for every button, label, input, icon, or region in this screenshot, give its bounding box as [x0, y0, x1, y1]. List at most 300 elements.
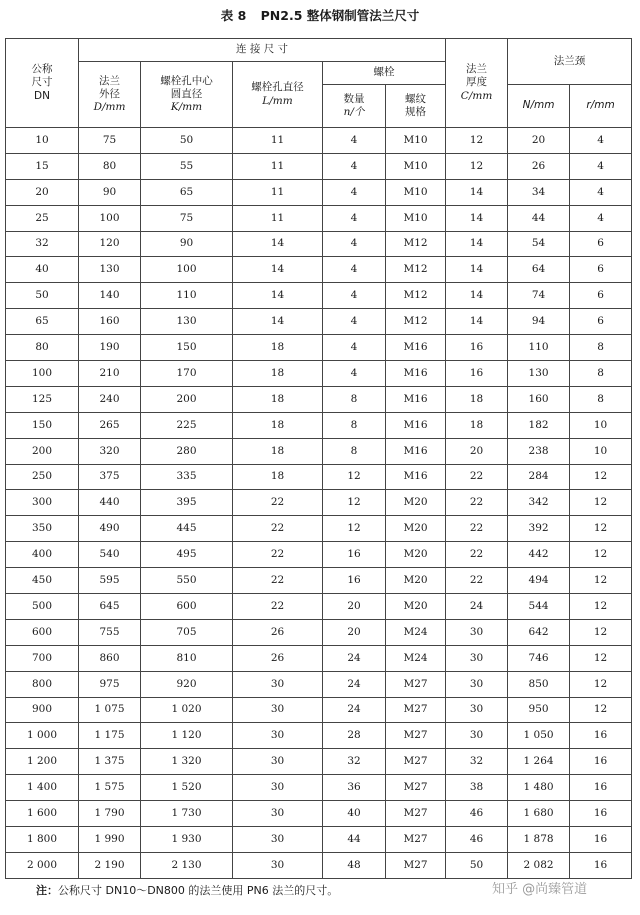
cell-bolt-circle: 280 — [141, 438, 233, 464]
cell-thickness: 32 — [446, 749, 508, 775]
cell-bolt-hole: 30 — [233, 852, 323, 878]
cell-bolt-circle: 445 — [141, 516, 233, 542]
cell-dn: 100 — [6, 361, 79, 387]
cell-bolt-thread: M20 — [386, 594, 446, 620]
cell-dn: 25 — [6, 205, 79, 231]
cell-neck-n: 238 — [508, 438, 570, 464]
cell-neck-r: 16 — [570, 827, 632, 853]
cell-bolt-thread: M20 — [386, 490, 446, 516]
cell-dn: 80 — [6, 335, 79, 361]
cell-bolt-count: 12 — [323, 516, 386, 542]
header-bolt-hole: 螺栓孔直径 L/mm — [233, 62, 323, 128]
cell-bolt-count: 4 — [323, 179, 386, 205]
cell-neck-n: 74 — [508, 283, 570, 309]
cell-bolt-count: 24 — [323, 697, 386, 723]
cell-bolt-circle: 130 — [141, 309, 233, 335]
cell-neck-r: 10 — [570, 412, 632, 438]
cell-dn: 200 — [6, 438, 79, 464]
cell-bolt-hole: 26 — [233, 645, 323, 671]
cell-neck-r: 4 — [570, 153, 632, 179]
cell-bolt-count: 24 — [323, 645, 386, 671]
cell-bolt-count: 12 — [323, 490, 386, 516]
cell-bolt-thread: M16 — [386, 438, 446, 464]
cell-bolt-thread: M27 — [386, 852, 446, 878]
cell-neck-n: 182 — [508, 412, 570, 438]
cell-bolt-circle: 495 — [141, 542, 233, 568]
cell-dn: 65 — [6, 309, 79, 335]
cell-thickness: 16 — [446, 361, 508, 387]
cell-bolt-hole: 18 — [233, 438, 323, 464]
cell-thickness: 22 — [446, 568, 508, 594]
cell-dn: 400 — [6, 542, 79, 568]
cell-bolt-hole: 18 — [233, 386, 323, 412]
header-bolt-thread: 螺纹 规格 — [386, 85, 446, 128]
cell-bolt-circle: 110 — [141, 283, 233, 309]
cell-bolt-count: 4 — [323, 361, 386, 387]
cell-neck-n: 392 — [508, 516, 570, 542]
cell-outer-diameter: 1 075 — [79, 697, 141, 723]
cell-neck-r: 12 — [570, 671, 632, 697]
cell-thickness: 22 — [446, 490, 508, 516]
cell-dn: 32 — [6, 231, 79, 257]
cell-bolt-count: 28 — [323, 723, 386, 749]
cell-dn: 15 — [6, 153, 79, 179]
cell-thickness: 14 — [446, 179, 508, 205]
cell-bolt-hole: 30 — [233, 697, 323, 723]
cell-dn: 1 800 — [6, 827, 79, 853]
cell-neck-n: 544 — [508, 594, 570, 620]
cell-bolt-count: 4 — [323, 231, 386, 257]
cell-bolt-count: 4 — [323, 128, 386, 154]
cell-dn: 1 200 — [6, 749, 79, 775]
cell-bolt-thread: M10 — [386, 153, 446, 179]
table-row — [6, 257, 632, 283]
cell-bolt-thread: M20 — [386, 568, 446, 594]
cell-outer-diameter: 440 — [79, 490, 141, 516]
cell-neck-n: 26 — [508, 153, 570, 179]
cell-bolt-thread: M12 — [386, 231, 446, 257]
cell-bolt-circle: 1 320 — [141, 749, 233, 775]
cell-outer-diameter: 130 — [79, 257, 141, 283]
cell-bolt-circle: 335 — [141, 464, 233, 490]
cell-bolt-thread: M16 — [386, 464, 446, 490]
cell-thickness: 46 — [446, 801, 508, 827]
cell-bolt-count: 48 — [323, 852, 386, 878]
cell-thickness: 14 — [446, 309, 508, 335]
cell-thickness: 14 — [446, 257, 508, 283]
cell-dn: 1 000 — [6, 723, 79, 749]
cell-bolt-hole: 18 — [233, 412, 323, 438]
table-row — [6, 283, 632, 309]
cell-thickness: 16 — [446, 335, 508, 361]
cell-neck-n: 1 878 — [508, 827, 570, 853]
cell-outer-diameter: 755 — [79, 619, 141, 645]
cell-neck-r: 12 — [570, 516, 632, 542]
cell-outer-diameter: 210 — [79, 361, 141, 387]
cell-neck-r: 10 — [570, 438, 632, 464]
cell-thickness: 24 — [446, 594, 508, 620]
cell-bolt-hole: 30 — [233, 801, 323, 827]
cell-bolt-circle: 170 — [141, 361, 233, 387]
cell-bolt-count: 40 — [323, 801, 386, 827]
cell-outer-diameter: 160 — [79, 309, 141, 335]
table-body — [6, 128, 632, 879]
cell-bolt-circle: 150 — [141, 335, 233, 361]
cell-neck-n: 850 — [508, 671, 570, 697]
cell-outer-diameter: 540 — [79, 542, 141, 568]
cell-bolt-thread: M24 — [386, 619, 446, 645]
cell-neck-n: 160 — [508, 386, 570, 412]
cell-neck-n: 950 — [508, 697, 570, 723]
cell-neck-n: 34 — [508, 179, 570, 205]
cell-dn: 500 — [6, 594, 79, 620]
cell-bolt-circle: 1 020 — [141, 697, 233, 723]
table-row — [6, 645, 632, 671]
cell-bolt-thread: M27 — [386, 775, 446, 801]
cell-neck-r: 6 — [570, 283, 632, 309]
table-row — [6, 361, 632, 387]
cell-outer-diameter: 140 — [79, 283, 141, 309]
cell-outer-diameter: 190 — [79, 335, 141, 361]
cell-bolt-hole: 11 — [233, 128, 323, 154]
table-row — [6, 153, 632, 179]
cell-bolt-circle: 2 130 — [141, 852, 233, 878]
header-dn: 公称 尺寸 DN — [6, 39, 79, 128]
table-row — [6, 542, 632, 568]
table-row — [6, 671, 632, 697]
flange-dimension-table — [5, 38, 632, 879]
cell-bolt-hole: 14 — [233, 283, 323, 309]
cell-bolt-hole: 30 — [233, 827, 323, 853]
cell-dn: 300 — [6, 490, 79, 516]
cell-bolt-circle: 920 — [141, 671, 233, 697]
cell-bolt-hole: 22 — [233, 490, 323, 516]
header-bolt-count: 数量 n/个 — [323, 85, 386, 128]
cell-thickness: 18 — [446, 412, 508, 438]
cell-bolt-hole: 18 — [233, 361, 323, 387]
table-row — [6, 464, 632, 490]
table-row — [6, 775, 632, 801]
cell-dn: 2 000 — [6, 852, 79, 878]
cell-bolt-thread: M16 — [386, 335, 446, 361]
cell-outer-diameter: 860 — [79, 645, 141, 671]
cell-neck-n: 1 480 — [508, 775, 570, 801]
cell-bolt-circle: 90 — [141, 231, 233, 257]
cell-outer-diameter: 975 — [79, 671, 141, 697]
table-title — [0, 6, 640, 24]
cell-bolt-count: 36 — [323, 775, 386, 801]
table-row — [6, 619, 632, 645]
cell-bolt-count: 4 — [323, 257, 386, 283]
cell-bolt-thread: M27 — [386, 697, 446, 723]
cell-neck-r: 16 — [570, 775, 632, 801]
cell-thickness: 30 — [446, 645, 508, 671]
cell-thickness: 30 — [446, 697, 508, 723]
cell-bolt-count: 4 — [323, 283, 386, 309]
cell-bolt-hole: 22 — [233, 568, 323, 594]
cell-bolt-thread: M10 — [386, 179, 446, 205]
cell-bolt-hole: 22 — [233, 516, 323, 542]
cell-neck-n: 130 — [508, 361, 570, 387]
cell-neck-r: 6 — [570, 257, 632, 283]
cell-bolt-count: 20 — [323, 619, 386, 645]
cell-neck-r: 12 — [570, 542, 632, 568]
cell-thickness: 30 — [446, 619, 508, 645]
cell-outer-diameter: 1 175 — [79, 723, 141, 749]
cell-bolt-thread: M16 — [386, 386, 446, 412]
cell-bolt-circle: 1 120 — [141, 723, 233, 749]
cell-neck-n: 20 — [508, 128, 570, 154]
cell-bolt-count: 8 — [323, 438, 386, 464]
table-row — [6, 335, 632, 361]
cell-dn: 125 — [6, 386, 79, 412]
cell-bolt-hole: 30 — [233, 775, 323, 801]
cell-bolt-hole: 11 — [233, 179, 323, 205]
cell-neck-n: 494 — [508, 568, 570, 594]
cell-thickness: 18 — [446, 386, 508, 412]
cell-bolt-circle: 225 — [141, 412, 233, 438]
cell-bolt-thread: M27 — [386, 801, 446, 827]
cell-outer-diameter: 265 — [79, 412, 141, 438]
table-row — [6, 128, 632, 154]
cell-bolt-circle: 200 — [141, 386, 233, 412]
cell-bolt-circle: 50 — [141, 128, 233, 154]
cell-neck-r: 4 — [570, 179, 632, 205]
cell-dn: 150 — [6, 412, 79, 438]
cell-outer-diameter: 120 — [79, 231, 141, 257]
cell-bolt-hole: 30 — [233, 749, 323, 775]
cell-bolt-hole: 30 — [233, 671, 323, 697]
cell-neck-r: 12 — [570, 568, 632, 594]
cell-neck-r: 12 — [570, 594, 632, 620]
table-row — [6, 516, 632, 542]
cell-dn: 50 — [6, 283, 79, 309]
table-row — [6, 594, 632, 620]
cell-bolt-count: 20 — [323, 594, 386, 620]
cell-bolt-thread: M20 — [386, 542, 446, 568]
cell-neck-r: 8 — [570, 386, 632, 412]
cell-outer-diameter: 2 190 — [79, 852, 141, 878]
cell-bolt-thread: M10 — [386, 128, 446, 154]
cell-neck-r: 6 — [570, 231, 632, 257]
cell-thickness: 12 — [446, 128, 508, 154]
footnote — [36, 882, 338, 898]
cell-bolt-hole: 22 — [233, 594, 323, 620]
cell-outer-diameter: 375 — [79, 464, 141, 490]
cell-dn: 250 — [6, 464, 79, 490]
cell-neck-r: 4 — [570, 128, 632, 154]
cell-bolt-circle: 1 730 — [141, 801, 233, 827]
cell-outer-diameter: 490 — [79, 516, 141, 542]
table-row — [6, 568, 632, 594]
cell-outer-diameter: 1 575 — [79, 775, 141, 801]
cell-bolt-hole: 18 — [233, 335, 323, 361]
cell-thickness: 14 — [446, 231, 508, 257]
table-row — [6, 723, 632, 749]
header-outer-diameter: 法兰 外径 D/mm — [79, 62, 141, 128]
cell-neck-r: 16 — [570, 852, 632, 878]
table-title-text: PN2.5 整体钢制管法兰尺寸 — [260, 8, 420, 23]
table-row — [6, 749, 632, 775]
cell-outer-diameter: 240 — [79, 386, 141, 412]
cell-neck-r: 12 — [570, 697, 632, 723]
header-neck-n: N/mm — [508, 85, 570, 128]
header-bolt-circle: 螺栓孔中心 圆直径 K/mm — [141, 62, 233, 128]
cell-thickness: 30 — [446, 671, 508, 697]
cell-bolt-thread: M27 — [386, 723, 446, 749]
cell-bolt-count: 44 — [323, 827, 386, 853]
cell-neck-r: 4 — [570, 205, 632, 231]
cell-thickness: 12 — [446, 153, 508, 179]
cell-neck-r: 8 — [570, 361, 632, 387]
cell-bolt-circle: 100 — [141, 257, 233, 283]
cell-neck-n: 1 050 — [508, 723, 570, 749]
table-row — [6, 231, 632, 257]
cell-outer-diameter: 1 990 — [79, 827, 141, 853]
cell-thickness: 22 — [446, 464, 508, 490]
cell-bolt-thread: M12 — [386, 257, 446, 283]
cell-neck-n: 642 — [508, 619, 570, 645]
cell-neck-n: 44 — [508, 205, 570, 231]
cell-outer-diameter: 90 — [79, 179, 141, 205]
cell-neck-r: 12 — [570, 490, 632, 516]
cell-thickness: 46 — [446, 827, 508, 853]
cell-dn: 600 — [6, 619, 79, 645]
cell-neck-r: 6 — [570, 309, 632, 335]
cell-bolt-count: 4 — [323, 309, 386, 335]
cell-bolt-hole: 11 — [233, 153, 323, 179]
cell-dn: 450 — [6, 568, 79, 594]
cell-thickness: 38 — [446, 775, 508, 801]
table-row — [6, 179, 632, 205]
cell-thickness: 22 — [446, 542, 508, 568]
cell-neck-n: 746 — [508, 645, 570, 671]
cell-bolt-hole: 30 — [233, 723, 323, 749]
watermark: 知乎 @尚臻管道 — [492, 882, 588, 897]
cell-bolt-circle: 1 930 — [141, 827, 233, 853]
cell-bolt-circle: 705 — [141, 619, 233, 645]
cell-bolt-thread: M12 — [386, 283, 446, 309]
cell-bolt-hole: 22 — [233, 542, 323, 568]
cell-dn: 700 — [6, 645, 79, 671]
cell-thickness: 20 — [446, 438, 508, 464]
cell-bolt-count: 16 — [323, 542, 386, 568]
cell-neck-r: 16 — [570, 801, 632, 827]
cell-neck-r: 16 — [570, 723, 632, 749]
table-row — [6, 801, 632, 827]
cell-bolt-thread: M10 — [386, 205, 446, 231]
cell-bolt-circle: 395 — [141, 490, 233, 516]
cell-neck-n: 64 — [508, 257, 570, 283]
cell-outer-diameter: 100 — [79, 205, 141, 231]
cell-bolt-count: 32 — [323, 749, 386, 775]
table-row — [6, 309, 632, 335]
table-row — [6, 490, 632, 516]
cell-dn: 40 — [6, 257, 79, 283]
table-row — [6, 412, 632, 438]
header-neck: 法兰颈 — [508, 39, 632, 85]
cell-bolt-count: 24 — [323, 671, 386, 697]
cell-bolt-count: 8 — [323, 412, 386, 438]
cell-bolt-hole: 18 — [233, 464, 323, 490]
header-neck-r: r/mm — [570, 85, 632, 128]
cell-neck-n: 342 — [508, 490, 570, 516]
table-row — [6, 827, 632, 853]
cell-outer-diameter: 80 — [79, 153, 141, 179]
cell-bolt-hole: 11 — [233, 205, 323, 231]
header-thickness: 法兰 厚度 C/mm — [446, 39, 508, 128]
cell-bolt-circle: 1 520 — [141, 775, 233, 801]
cell-dn: 900 — [6, 697, 79, 723]
table-row — [6, 697, 632, 723]
cell-neck-n: 110 — [508, 335, 570, 361]
cell-bolt-count: 12 — [323, 464, 386, 490]
cell-neck-r: 12 — [570, 645, 632, 671]
cell-outer-diameter: 1 375 — [79, 749, 141, 775]
cell-bolt-thread: M27 — [386, 749, 446, 775]
cell-bolt-count: 4 — [323, 205, 386, 231]
cell-bolt-thread: M27 — [386, 671, 446, 697]
cell-bolt-thread: M27 — [386, 827, 446, 853]
cell-bolt-count: 4 — [323, 335, 386, 361]
cell-dn: 20 — [6, 179, 79, 205]
cell-neck-r: 16 — [570, 749, 632, 775]
cell-bolt-thread: M16 — [386, 412, 446, 438]
cell-dn: 800 — [6, 671, 79, 697]
cell-bolt-circle: 75 — [141, 205, 233, 231]
cell-bolt-circle: 55 — [141, 153, 233, 179]
cell-neck-n: 94 — [508, 309, 570, 335]
cell-bolt-thread: M16 — [386, 361, 446, 387]
cell-thickness: 22 — [446, 516, 508, 542]
cell-neck-n: 284 — [508, 464, 570, 490]
cell-bolt-circle: 65 — [141, 179, 233, 205]
cell-bolt-thread: M12 — [386, 309, 446, 335]
table-row — [6, 852, 632, 878]
cell-neck-n: 2 082 — [508, 852, 570, 878]
table-row — [6, 205, 632, 231]
cell-dn: 10 — [6, 128, 79, 154]
header-connection: 连 接 尺 寸 — [79, 39, 446, 62]
cell-bolt-hole: 14 — [233, 257, 323, 283]
cell-bolt-count: 16 — [323, 568, 386, 594]
cell-dn: 1 600 — [6, 801, 79, 827]
table-row — [6, 438, 632, 464]
cell-thickness: 30 — [446, 723, 508, 749]
cell-bolt-count: 4 — [323, 153, 386, 179]
cell-dn: 350 — [6, 516, 79, 542]
cell-outer-diameter: 645 — [79, 594, 141, 620]
cell-outer-diameter: 75 — [79, 128, 141, 154]
header-bolt-group: 螺栓 — [323, 62, 446, 85]
cell-bolt-hole: 14 — [233, 231, 323, 257]
cell-neck-n: 1 264 — [508, 749, 570, 775]
cell-bolt-circle: 550 — [141, 568, 233, 594]
cell-thickness: 14 — [446, 205, 508, 231]
cell-thickness: 14 — [446, 283, 508, 309]
cell-bolt-thread: M24 — [386, 645, 446, 671]
cell-neck-r: 12 — [570, 464, 632, 490]
cell-bolt-hole: 26 — [233, 619, 323, 645]
cell-neck-n: 442 — [508, 542, 570, 568]
cell-neck-n: 1 680 — [508, 801, 570, 827]
footnote-text: 公称尺寸 DN10～DN800 的法兰使用 PN6 法兰的尺寸。 — [58, 884, 339, 897]
cell-bolt-hole: 14 — [233, 309, 323, 335]
cell-thickness: 50 — [446, 852, 508, 878]
cell-bolt-count: 8 — [323, 386, 386, 412]
cell-bolt-circle: 810 — [141, 645, 233, 671]
cell-neck-n: 54 — [508, 231, 570, 257]
